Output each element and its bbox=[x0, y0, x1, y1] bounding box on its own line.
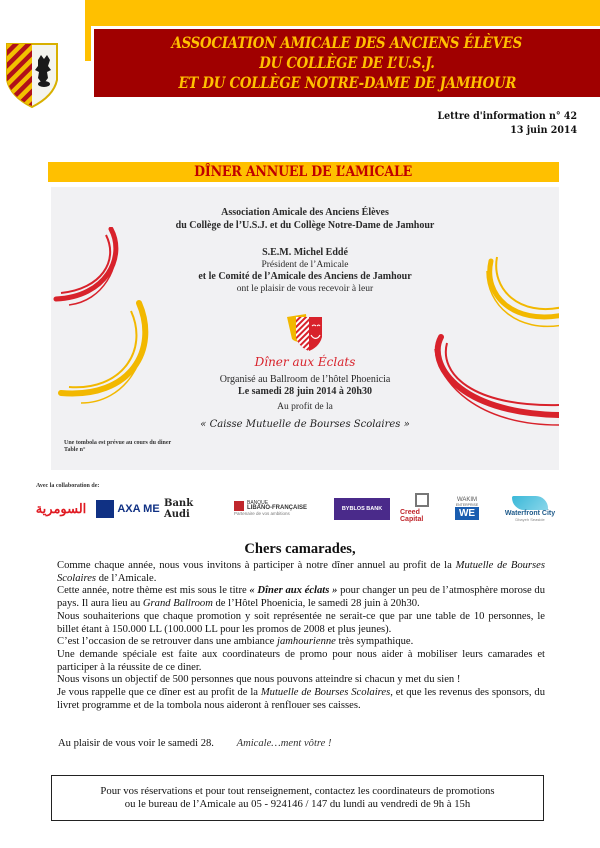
paragraph: Nous souhaiterions que chaque promotion y soit représentée ne serait-ce que par une table de 10 personnes, le billet étant à 150.000 LL (100.000 LL pour les promos de 2008 et plus jeunes). bbox=[57, 610, 545, 635]
invite-association: Association Amicale des Anciens Élèves bbox=[221, 207, 389, 218]
header-title-line-2: DU COLLÈGE DE L’U.S.J. bbox=[259, 53, 435, 72]
wakim-line-1: WAKIM bbox=[456, 496, 478, 503]
event-beneficiary: « Caisse Mutuelle de Bourses Scolaires » bbox=[200, 419, 410, 430]
invite-committee: et le Comité de l’Amicale des Anciens de Jamhour bbox=[198, 271, 412, 282]
sponsor-waterfront-city-logo bbox=[492, 492, 568, 526]
invite-line: ont le plaisir de vous recevoir à leur bbox=[236, 284, 374, 294]
letter-body bbox=[57, 560, 545, 712]
blf-line-1: BANQUE bbox=[247, 499, 269, 506]
creed-name: Creed Capital bbox=[400, 509, 424, 523]
axa-icon bbox=[96, 500, 114, 518]
sponsor-logos bbox=[34, 492, 570, 526]
blf-icon bbox=[234, 501, 244, 511]
school-crest-logo bbox=[4, 40, 60, 112]
tombola-note bbox=[64, 440, 171, 454]
section-banner bbox=[48, 162, 559, 182]
issue-date: 13 juin 2014 bbox=[510, 124, 577, 136]
waterfront-name: Waterfront City bbox=[504, 510, 556, 517]
invite-host-role: Président de l’Amicale bbox=[261, 260, 349, 270]
letter-closing bbox=[58, 738, 332, 749]
wakim-we: WE bbox=[455, 507, 479, 520]
sponsor-creed-capital-logo bbox=[400, 492, 444, 524]
contact-line-2: ou le bureau de l’Amicale au 05 - 924146 / 147 du lundi au vendredi de 9h à 15h bbox=[124, 798, 471, 810]
event-venue: Organisé au Ballroom de l’hôtel Phoenicia bbox=[219, 374, 391, 385]
wakim-line-2: ENTERPRISE bbox=[455, 502, 479, 507]
header-title-line-1: ASSOCIATION AMICALE DES ANCIENS ÉLÈVES bbox=[171, 33, 523, 52]
blf-tagline: Partenaire de vos ambitions bbox=[234, 510, 290, 516]
event-datetime: Le samedi 28 juin 2014 à 20h30 bbox=[238, 386, 372, 397]
sponsor-byblos-bank-logo: BYBLOS BANK bbox=[334, 498, 390, 520]
event-benefit-intro: Au profit de la bbox=[277, 402, 333, 412]
theater-masks-shield-icon bbox=[286, 313, 324, 353]
blf-line-2: LIBANO-FRANÇAISE bbox=[247, 504, 307, 511]
waterfront-icon bbox=[512, 496, 548, 510]
waterfront-tagline: Dbayeh Seaside bbox=[515, 517, 545, 522]
event-name: Dîner aux Éclats bbox=[254, 355, 356, 369]
invite-colleges: du Collège de l’U.S.J. et du Collège Notre-Dame de Jamhour bbox=[175, 220, 435, 231]
tombola-text: Une tombola est prévue au cours du diner bbox=[64, 440, 172, 446]
header-title-box bbox=[94, 29, 600, 97]
invitation-card bbox=[51, 187, 559, 470]
sponsor-al-soumaria-logo: السومرية bbox=[35, 501, 87, 516]
collaboration-label: Avec la collaboration de: bbox=[36, 483, 100, 489]
invite-host-name: S.E.M. Michel Eddé bbox=[262, 247, 348, 258]
table-number-label: Table n° bbox=[64, 447, 86, 453]
closing-text: Au plaisir de vous voir le samedi 28. bbox=[58, 738, 214, 749]
axa-name: AXA ME bbox=[117, 503, 160, 515]
signature: Amicale…ment vôtre ! bbox=[236, 738, 332, 749]
creed-icon bbox=[415, 493, 429, 507]
sponsor-bank-audi-logo: Bank Audi bbox=[164, 498, 194, 520]
paragraph: C’est l’occasion de se retrouver dans une ambiance jamhourienne très sympathique. bbox=[57, 636, 414, 648]
paragraph: Nous visons un objectif de 500 personnes que nous pouvons atteindre si chacun y met du sien ! bbox=[57, 674, 461, 686]
paragraph: Une demande spéciale est faite aux coordinateurs de promo pour nous aider à mobiliser leurs camarades et participer à la réussite de ce diner. bbox=[57, 648, 545, 673]
paragraph: Je vous rappelle que ce dîner est au profit de la Mutuelle de Bourses Scolaires, et que les revenus des sponsors, du livret programme et de la tombola nous aideront à renflouer ses caisses. bbox=[57, 687, 546, 711]
issue-number: Lettre d'information n° 42 bbox=[437, 110, 577, 122]
section-title: DÎNER ANNUEL DE L’AMICALE bbox=[194, 164, 413, 180]
paragraph: Cette année, notre thème est mis sous le titre « Dîner aux éclats » pour changer un peu de l’atmosphère morose du pays. Il aura lieu au Grand Ballroom de l’Hôtel Phoenicia, le samedi 28 juin à 20h30. bbox=[57, 585, 545, 610]
paragraph: Comme chaque année, nous vous invitons à participer à notre dîner annuel au profit de la Mutuelle de Bourses Scolaires de l’Amicale. bbox=[57, 560, 545, 584]
contact-line-1: Pour vos réservations et pour tout renseignement, contactez les coordinateurs de promotions bbox=[100, 784, 495, 797]
contact-info-box bbox=[51, 775, 544, 821]
header-title-line-3: ET DU COLLÈGE NOTRE-DAME DE JAMHOUR bbox=[178, 73, 516, 92]
newsletter-issue bbox=[437, 109, 577, 137]
sponsor-axa-logo bbox=[96, 498, 160, 520]
sponsor-wakim-logo bbox=[452, 490, 482, 526]
letter-greeting: Chers camarades, bbox=[244, 541, 356, 557]
sponsor-blf-logo bbox=[234, 494, 318, 522]
